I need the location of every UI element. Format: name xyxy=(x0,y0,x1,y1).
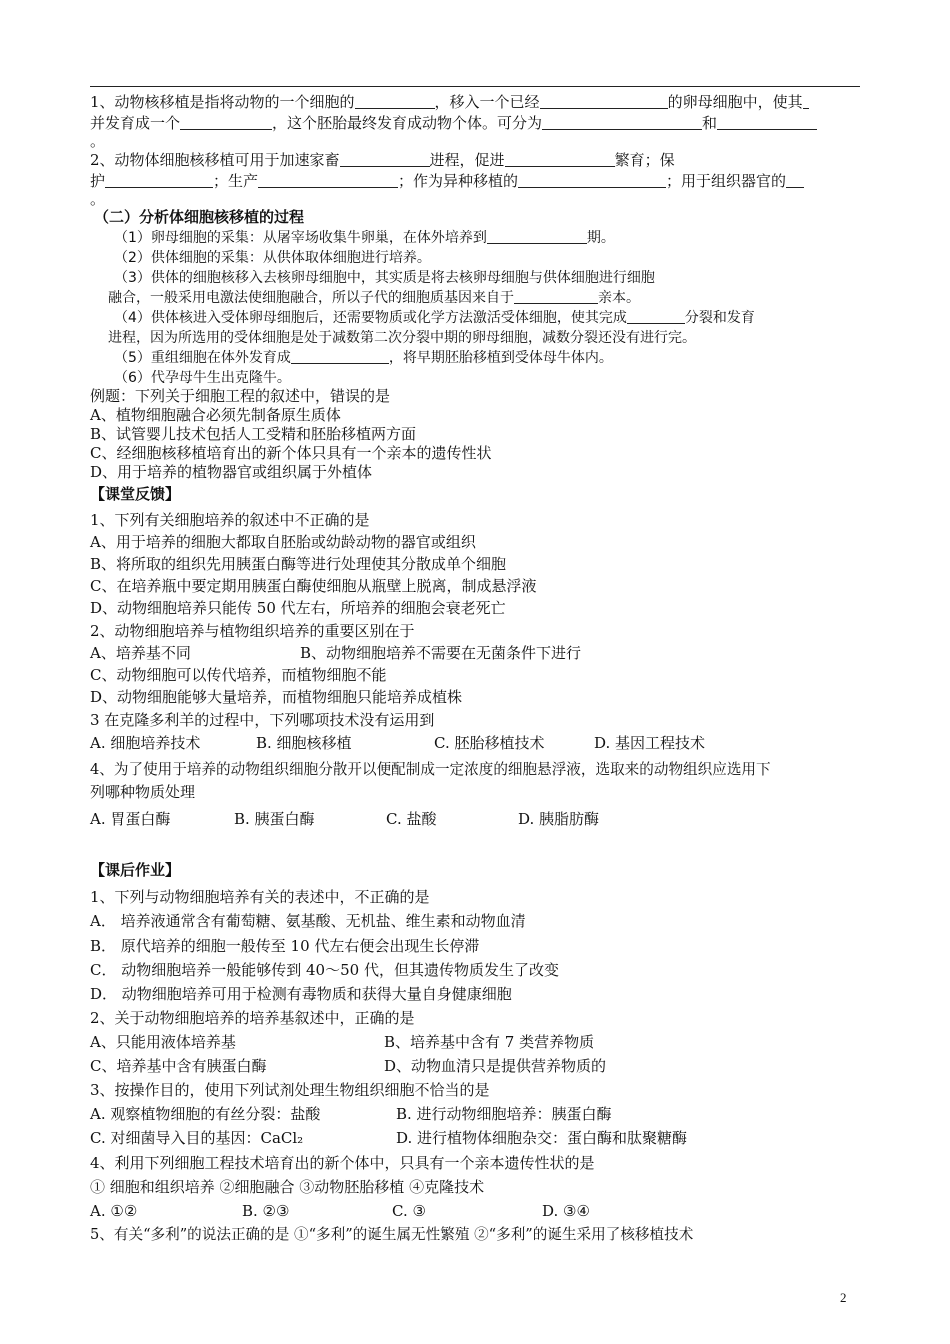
feedback-q4-line1: 4、为了使用于培养的动物组织细胞分散开以便配制成一定浓度的细胞悬浮液，选取来的动物组织应选用下 xyxy=(90,761,771,778)
step-3-line2: 融合，一般采用电激法使细胞融合，所以子代的细胞质基因来自于 亲本。 xyxy=(108,290,640,306)
blank xyxy=(258,172,398,188)
blank xyxy=(487,228,587,244)
blank xyxy=(717,114,817,130)
s1-q1-line2: 并发育成一个 ，这个胚胎最终发育成动物个体。可分为 和 xyxy=(90,113,817,133)
feedback-q3: 3 在克隆多利羊的过程中，下列哪项技术没有运用到 xyxy=(90,711,435,729)
homework-q2-option-c: C、培养基中含有胰蛋白酶 xyxy=(90,1057,267,1075)
homework-q2: 2、关于动物细胞培养的培养基叙述中，正确的是 xyxy=(90,1009,415,1027)
section2-heading: （二）分析体细胞核移植的过程 xyxy=(94,208,305,226)
homework-heading: 【课后作业】 xyxy=(90,861,181,879)
blank xyxy=(540,93,668,109)
blank xyxy=(180,114,272,130)
homework-q1-option-d: D． 动物细胞培养可用于检测有毒物质和获得大量自身健康细胞 xyxy=(90,985,512,1003)
homework-q5: 5、有关“多利”的说法正确的是 ①“多利”的诞生属无性繁殖 ②“多利”的诞生采用了核移植技术 xyxy=(90,1226,694,1243)
feedback-q4-option-a: A. 胃蛋白酶 xyxy=(90,810,171,828)
step-5: （5）重组细胞在体外发育成 ，将早期胚胎移植到受体母牛体内。 xyxy=(114,350,613,366)
homework-q2-option-d: D、动物血清只是提供营养物质的 xyxy=(384,1057,607,1075)
blank xyxy=(627,308,685,324)
blank xyxy=(514,288,598,304)
blank xyxy=(518,172,666,188)
feedback-q4-line2: 列哪种物质处理 xyxy=(90,783,196,801)
blank xyxy=(505,151,615,167)
feedback-heading: 【课堂反馈】 xyxy=(90,485,181,503)
homework-q1-option-c: C． 动物细胞培养一般能够传到 40～50 代，但其遗传物质发生了改变 xyxy=(90,961,559,979)
feedback-q1-option-c: C、在培养瓶中要定期用胰蛋白酶使细胞从瓶壁上脱离，制成悬浮液 xyxy=(90,577,537,595)
step-6: （6）代孕母牛生出克隆牛。 xyxy=(114,370,291,386)
feedback-q1-option-b: B、将所取的组织先用胰蛋白酶等进行处理使其分散成单个细胞 xyxy=(90,555,507,573)
step-4-line1: （4）供体核进入受体卵母细胞后，还需要物质或化学方法激活受体细胞，使其完成 分裂和发育 xyxy=(114,310,755,326)
homework-q3-option-b: B. 进行动物细胞培养：胰蛋白酶 xyxy=(396,1105,612,1123)
header-rule xyxy=(90,86,860,87)
homework-q4-option-d: D. ③④ xyxy=(542,1202,590,1220)
s1-q2-line1: 2、动物体细胞核移植可用于加速家畜 进程，促进 繁育；保 xyxy=(90,151,675,169)
feedback-q4-option-b: B. 胰蛋白酶 xyxy=(234,810,315,828)
s1-q2-end: 。 xyxy=(90,190,106,208)
blank xyxy=(786,172,804,188)
feedback-q1: 1、下列有关细胞培养的叙述中不正确的是 xyxy=(90,511,370,529)
feedback-q2-option-c: C、动物细胞可以传代培养，而植物细胞不能 xyxy=(90,666,387,684)
feedback-q1-option-d: D、动物细胞培养只能传 50 代左右，所培养的细胞会衰老死亡 xyxy=(90,599,506,617)
feedback-q2-option-a: A、培养基不同 xyxy=(90,644,191,662)
example-option-c: C、经细胞核移植培育出的新个体只具有一个亲本的遗传性状 xyxy=(90,444,492,462)
blank xyxy=(291,348,389,364)
feedback-q3-option-b: B. 细胞核移植 xyxy=(256,734,352,752)
homework-q4-items: ① 细胞和组织培养 ②细胞融合 ③动物胚胎移植 ④克隆技术 xyxy=(90,1178,485,1196)
blank xyxy=(355,93,435,109)
s1-q2-line2: 护 ；生产 ；作为异种移植的 ；用于组织器官的 xyxy=(90,171,804,191)
homework-q1: 1、下列与动物细胞培养有关的表述中，不正确的是 xyxy=(90,888,430,906)
blank xyxy=(105,172,213,188)
feedback-q4-option-d: D. 胰脂肪酶 xyxy=(518,810,600,828)
example-stem: 例题：下列关于细胞工程的叙述中，错误的是 xyxy=(90,387,391,405)
blank xyxy=(803,93,809,109)
feedback-q4-option-c: C. 盐酸 xyxy=(386,810,437,828)
homework-q2-option-a: A、只能用液体培养基 xyxy=(90,1033,236,1051)
homework-q3-option-a: A. 观察植物细胞的有丝分裂：盐酸 xyxy=(90,1105,321,1123)
step-1: （1）卵母细胞的采集：从屠宰场收集牛卵巢，在体外培养到 期。 xyxy=(114,230,615,246)
blank xyxy=(340,151,430,167)
homework-q2-option-b: B、培养基中含有 7 类营养物质 xyxy=(384,1033,595,1051)
document-page xyxy=(90,0,862,1344)
feedback-q2-option-d: D、动物细胞能够大量培养，而植物细胞只能培养成植株 xyxy=(90,688,463,706)
homework-q3-option-c: C. 对细菌导入目的基因：CaCl₂ xyxy=(90,1129,304,1147)
homework-q3: 3、按操作目的，使用下列试剂处理生物组织细胞不恰当的是 xyxy=(90,1081,490,1099)
homework-q4: 4、利用下列细胞工程技术培育出的新个体中，只具有一个亲本遗传性状的是 xyxy=(90,1154,595,1172)
feedback-q3-option-c: C. 胚胎移植技术 xyxy=(434,734,545,752)
feedback-q1-option-a: A、用于培养的细胞大都取自胚胎或幼龄动物的器官或组织 xyxy=(90,533,476,551)
feedback-q2-option-b: B、动物细胞培养不需要在无菌条件下进行 xyxy=(300,644,582,662)
feedback-q3-option-a: A. 细胞培养技术 xyxy=(90,734,201,752)
step-4-line2: 进程，因为所选用的受体细胞是处于减数第二次分裂中期的卵母细胞，减数分裂还没有进行完。 xyxy=(108,330,696,346)
homework-q1-option-b: B． 原代培养的细胞一般传至 10 代左右便会出现生长停滞 xyxy=(90,937,480,955)
blank xyxy=(542,114,702,130)
homework-q4-option-c: C. ③ xyxy=(392,1202,426,1220)
homework-q4-option-b: B. ②③ xyxy=(242,1202,290,1220)
s1-q1-end: 。 xyxy=(90,132,106,150)
example-option-b: B、试管婴儿技术包括人工受精和胚胎移植两方面 xyxy=(90,425,417,443)
example-option-a: A、植物细胞融合必须先制备原生质体 xyxy=(90,406,341,424)
s1-q1-line1: 1、动物核移植是指将动物的一个细胞的 ，移入一个已经 的卵母细胞中，使其 xyxy=(90,92,809,112)
step-2: （2）供体细胞的采集：从供体取体细胞进行培养。 xyxy=(114,250,431,266)
homework-q4-option-a: A. ①② xyxy=(90,1202,138,1220)
feedback-q2: 2、动物细胞培养与植物组织培养的重要区别在于 xyxy=(90,622,415,640)
example-option-d: D、用于培养的植物器官或组织属于外植体 xyxy=(90,463,373,481)
feedback-q3-option-d: D. 基因工程技术 xyxy=(594,734,706,752)
page-number: 2 xyxy=(840,1290,847,1305)
homework-q1-option-a: A． 培养液通常含有葡萄糖、氨基酸、无机盐、维生素和动物血清 xyxy=(90,912,526,930)
homework-q3-option-d: D. 进行植物体细胞杂交：蛋白酶和肽聚糖酶 xyxy=(396,1129,688,1147)
step-3-line1: （3）供体的细胞核移入去核卵母细胞中，其实质是将去核卵母细胞与供体细胞进行细胞 xyxy=(114,270,655,286)
